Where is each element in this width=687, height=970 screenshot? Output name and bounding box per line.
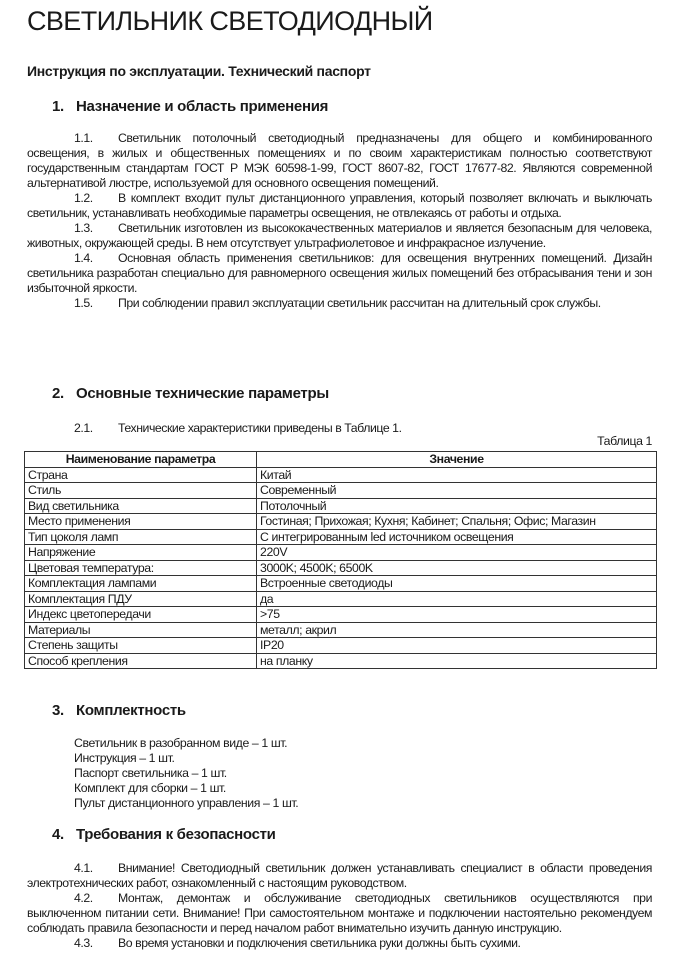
section-title: Назначение и область применения (76, 98, 329, 115)
table-row (25, 560, 657, 576)
parameter-name: Комплектация ПДУ (25, 591, 257, 607)
list-item: Пульт дистанционного управления – 1 шт. (74, 796, 299, 810)
table-row (25, 483, 657, 499)
parameter-value: >75 (257, 607, 657, 623)
paragraph-1-5 (27, 296, 652, 311)
paragraph-number: 2.1. (74, 421, 93, 435)
section-2-body (27, 421, 652, 436)
paragraph-1-2 (27, 191, 652, 221)
paragraph-number: 4.3. (74, 936, 93, 950)
paragraph-text: Монтаж, демонтаж и обслуживание светодиодных светильников осуществляются при выключенном питании сети. Внимание! При самостоятельном монтаже и подключении настоятельно рекомендуем соблюдать правила безопасности и перед началом работ внимательно изучить данную инструкцию. (27, 891, 652, 935)
table-row (25, 576, 657, 592)
section-number: 3. (52, 702, 64, 719)
parameter-name: Напряжение (25, 545, 257, 561)
section-2-heading (52, 385, 329, 402)
list-item: Светильник в разобранном виде – 1 шт. (74, 736, 288, 750)
section-3-heading (52, 702, 186, 719)
paragraph-4-1 (27, 861, 652, 891)
spec-table (24, 451, 657, 669)
parameter-value: IP20 (257, 638, 657, 654)
paragraph-text: Внимание! Светодиодный светильник должен устанавливать специалист в области проведения электротехнических работ, ознакомленный с настоящим руководством. (27, 861, 652, 890)
document-subtitle: Инструкция по эксплуатации. Технический паспорт (27, 63, 371, 79)
paragraph-text: В комплект входит пульт дистанционного управления, который позволяет включать и выключать светильник, устанавливать необходимые параметры освещения, не отвлекаясь от работы и отдыха. (27, 191, 652, 220)
paragraph-text: При соблюдении правил эксплуатации светильник рассчитан на длительный срок службы. (118, 296, 601, 310)
paragraph-number: 1.2. (74, 191, 93, 205)
parameter-name: Вид светильника (25, 498, 257, 514)
table-row (25, 467, 657, 483)
document-title: СВЕТИЛЬНИК СВЕТОДИОДНЫЙ (27, 6, 433, 36)
list-item: Инструкция – 1 шт. (74, 751, 175, 765)
paragraph-1-4 (27, 251, 652, 296)
table-row (25, 498, 657, 514)
parameter-name: Тип цоколя ламп (25, 529, 257, 545)
parameter-value: на планку (257, 653, 657, 669)
parameter-value: Потолочный (257, 498, 657, 514)
section-title: Основные технические параметры (76, 385, 329, 402)
parameter-value: С интегрированным led источником освещения (257, 529, 657, 545)
paragraph-4-3 (27, 936, 652, 951)
paragraph-number: 4.2. (74, 891, 93, 905)
parameter-value: Встроенные светодиоды (257, 576, 657, 592)
section-4-heading (52, 826, 276, 843)
column-header: Наименование параметра (25, 452, 257, 468)
table-header-row (25, 452, 657, 468)
section-1-body (27, 131, 652, 311)
parameter-name: Цветовая температура: (25, 560, 257, 576)
parameter-value: металл; акрил (257, 622, 657, 638)
list-item: Комплект для сборки – 1 шт. (74, 781, 226, 795)
section-4-body (27, 861, 652, 951)
table-row (25, 638, 657, 654)
paragraph-text: Светильник потолочный светодиодный предназначены для общего и комбинированного освещения, в жилых и общественных помещениях и по своим характеристикам полностью соответствуют государственным стандартам ГОСТ Р МЭК 60598-1-99, ГОСТ 8607-82, ГОСТ 17677-82. Являются современной альтернативой люстре, используемой для основного освещения помещений. (27, 131, 652, 190)
parameter-name: Степень защиты (25, 638, 257, 654)
paragraph-number: 4.1. (74, 861, 93, 875)
table-row (25, 607, 657, 623)
paragraph-number: 1.1. (74, 131, 93, 145)
paragraph-text: Во время установки и подключения светильника руки должны быть сухими. (118, 936, 521, 950)
paragraph-2-1 (27, 421, 652, 436)
table-row (25, 529, 657, 545)
parameter-name: Материалы (25, 622, 257, 638)
paragraph-text: Основная область применения светильников: для освещения внутренних помещений. Дизайн светильника разработан специально для равномерного освещения жилых помещений без отбрасывания тени и зон избыточной яркости. (27, 251, 652, 295)
section-title: Требования к безопасности (76, 826, 276, 843)
paragraph-text: Светильник изготовлен из высококачественных материалов и является безопасным для человека, животных, окружающей среды. В нем отсутствует ультрафиолетовое и инфракрасное излучение. (27, 221, 652, 250)
parameter-name: Стиль (25, 483, 257, 499)
table-row (25, 514, 657, 530)
parameter-name: Способ крепления (25, 653, 257, 669)
parameter-value: Китай (257, 467, 657, 483)
table-row (25, 653, 657, 669)
parameter-value: да (257, 591, 657, 607)
paragraph-text: Технические характеристики приведены в Таблице 1. (118, 421, 402, 435)
section-title: Комплектность (76, 702, 186, 719)
paragraph-1-1 (27, 131, 652, 191)
table-row (25, 591, 657, 607)
parameter-value: Гостиная; Прихожая; Кухня; Кабинет; Спальня; Офис; Магазин (257, 514, 657, 530)
paragraph-4-2 (27, 891, 652, 936)
parameter-value: 3000K; 4500K; 6500K (257, 560, 657, 576)
paragraph-number: 1.3. (74, 221, 93, 235)
parameter-name: Страна (25, 467, 257, 483)
parameter-name: Место применения (25, 514, 257, 530)
list-item: Паспорт светильника – 1 шт. (74, 766, 227, 780)
table-caption: Таблица 1 (597, 434, 652, 448)
section-number: 4. (52, 826, 64, 843)
parameter-value: Современный (257, 483, 657, 499)
table-row (25, 545, 657, 561)
column-header: Значение (257, 452, 657, 468)
section-number: 1. (52, 98, 64, 115)
parameter-value: 220V (257, 545, 657, 561)
parameter-name: Комплектация лампами (25, 576, 257, 592)
parameter-name: Индекс цветопередачи (25, 607, 257, 623)
section-1-heading (52, 98, 328, 115)
paragraph-number: 1.4. (74, 251, 93, 265)
package-list (74, 736, 298, 811)
paragraph-number: 1.5. (74, 296, 93, 310)
paragraph-1-3 (27, 221, 652, 251)
table-row (25, 622, 657, 638)
section-number: 2. (52, 385, 64, 402)
